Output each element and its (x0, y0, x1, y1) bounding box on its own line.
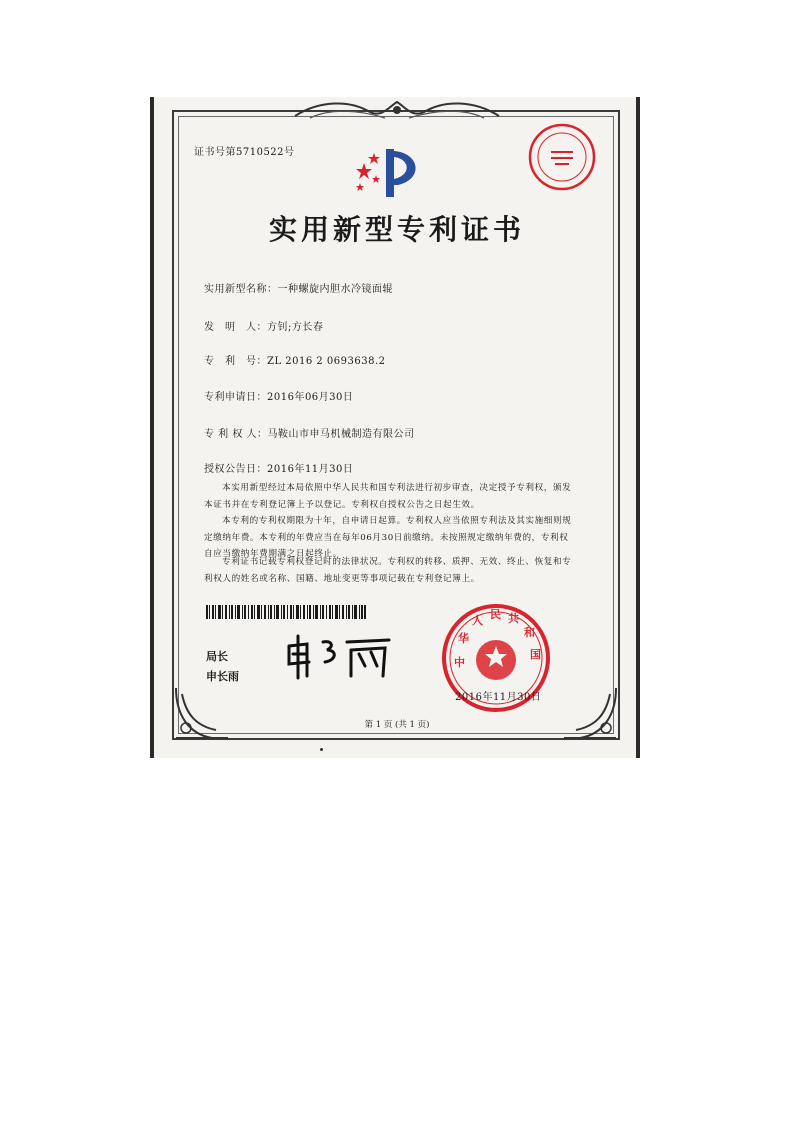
certificate-number: 证书号第5710522号 (194, 147, 295, 158)
barcode-icon (206, 605, 366, 619)
svg-text:民: 民 (490, 608, 501, 621)
svg-text:国: 国 (530, 648, 541, 661)
field-patent-number (204, 352, 386, 367)
director-name: 申长雨 (206, 670, 239, 683)
paragraph-term: 本专利的专利权期限为十年，自申请日起算。专利权人应当依照专利法及其实施细则规定缴纳年费。本专利的年费应当在每年06月30日前缴纳。未按照规定缴纳年费的，专利权自应当缴纳年费期满之日起终止。 (204, 516, 572, 559)
scan-edge-right (636, 97, 640, 758)
field-value: 方钊;方长春 (267, 322, 324, 333)
field-label: 实用新型名称： (204, 284, 278, 295)
field-patentee (204, 425, 415, 440)
field-value: 一种螺旋内胆水冷镜面辊 (277, 284, 393, 295)
top-ornament-icon (290, 98, 504, 124)
field-label: 专 利 号： (204, 356, 267, 367)
svg-text:中: 中 (454, 656, 465, 669)
field-value: 2016年11月30日 (267, 464, 354, 475)
bottom-right-ornament-icon (560, 684, 620, 742)
field-inventors (204, 318, 323, 333)
seal-date: 2016年11月30日 (455, 692, 542, 703)
small-seal-icon (527, 122, 597, 192)
certificate-title: 实用新型专利证书 (268, 213, 525, 246)
svg-text:华: 华 (458, 632, 469, 645)
field-value: ZL 2016 2 0693638.2 (267, 356, 386, 367)
director-signature-icon (285, 632, 395, 682)
patent-office-logo-icon (350, 145, 430, 201)
scan-edge-left (150, 97, 154, 758)
field-label: 专利申请日： (204, 392, 267, 403)
field-value: 马鞍山市申马机械制造有限公司 (267, 429, 415, 440)
field-label: 专 利 权 人： (204, 429, 268, 440)
director-title: 局长 (206, 650, 228, 663)
page-footer: 第 1 页 (共 1 页) (364, 720, 430, 730)
paragraph-grant: 本实用新型经过本局依照中华人民共和国专利法进行初步审查，决定授予专利权，颁发本证书并在专利登记簿上予以登记。专利权自授权公告之日起生效。 (204, 483, 572, 510)
svg-text:人: 人 (472, 614, 483, 627)
svg-text:和: 和 (524, 626, 535, 639)
paragraph-legal-status: 专利证书记载专利权登记时的法律状况。专利权的转移、质押、无效、终止、恢复和专利权人的姓名或名称、国籍、地址变更等事项记载在专利登记簿上。 (204, 557, 572, 584)
field-grant-date (204, 460, 353, 475)
field-label: 授权公告日： (204, 464, 267, 475)
stray-mark (320, 748, 323, 751)
field-utility-model-name (204, 280, 393, 295)
field-label: 发 明 人： (204, 322, 267, 333)
field-application-date (204, 388, 353, 403)
field-value: 2016年06月30日 (267, 392, 354, 403)
bottom-left-ornament-icon (172, 684, 232, 742)
svg-text:共: 共 (508, 612, 519, 625)
